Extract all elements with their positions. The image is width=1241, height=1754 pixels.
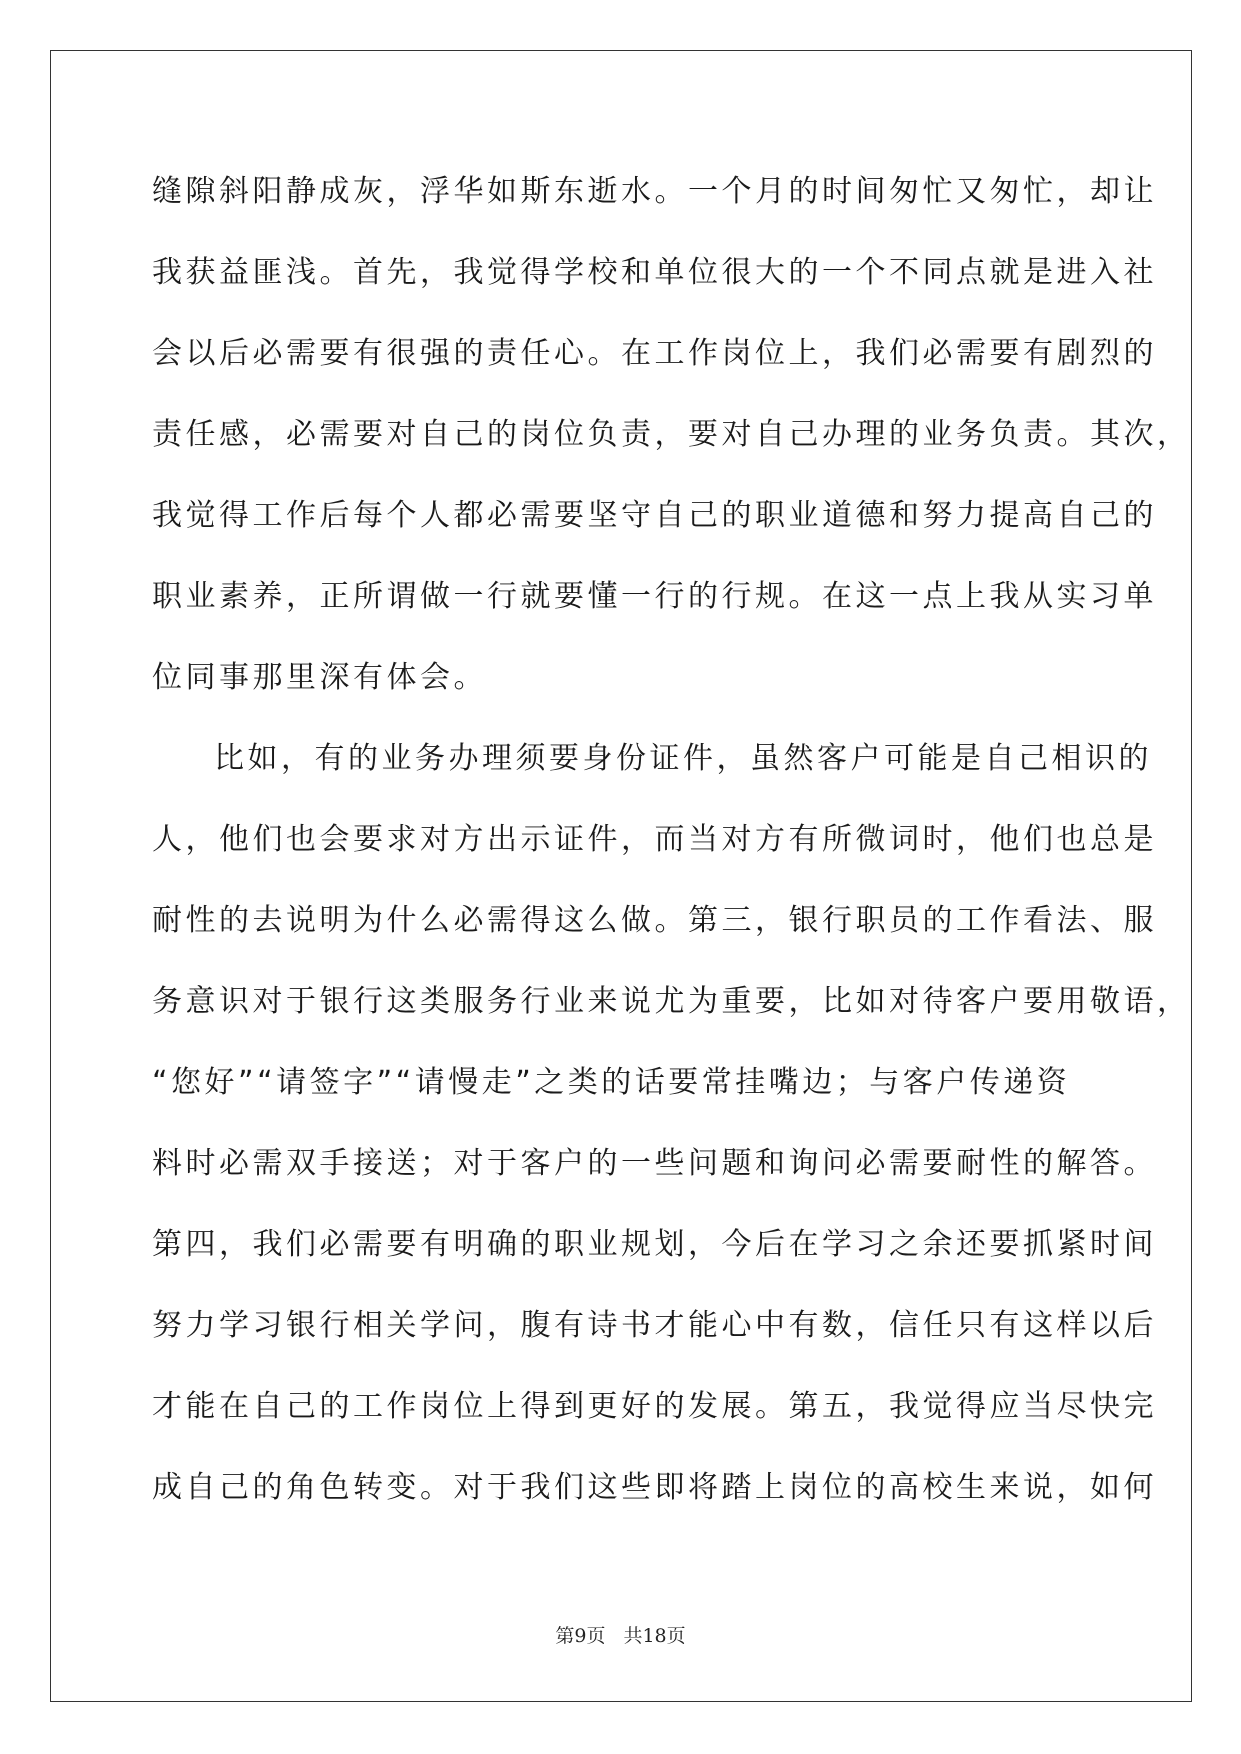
text-line: 务意识对于银行这类服务行业来说尤为重要，比如对待客户要用敬语， <box>152 984 1191 1019</box>
body-text <box>152 162 1191 1539</box>
text-line: 成自己的角色转变。对于我们这些即将踏上岗位的高校生来说，如何 <box>152 1470 1157 1505</box>
text-line: 缝隙斜阳静成灰，浮华如斯东逝水。一个月的时间匆忙又匆忙，却让 <box>152 174 1157 209</box>
text-line: 耐性的去说明为什么必需得这么做。第三，银行职员的工作看法、服 <box>152 903 1157 938</box>
text-line: 我觉得工作后每个人都必需要坚守自己的职业道德和努力提高自己的 <box>152 498 1157 533</box>
text-line: 责任感，必需要对自己的岗位负责，要对自己办理的业务负责。其次， <box>152 417 1191 452</box>
text-line: 会以后必需要有很强的责任心。在工作岗位上，我们必需要有剧烈的 <box>152 336 1157 371</box>
page-total: 共18页 <box>623 1625 686 1647</box>
page-number: 第9页 <box>555 1625 606 1647</box>
page-footer <box>0 1621 1241 1648</box>
text-line: 人，他们也会要求对方出示证件，而当对方有所微词时，他们也总是 <box>152 822 1157 857</box>
text-line: 料时必需双手接送；对于客户的一些问题和询问必需要耐性的解答。 <box>152 1146 1157 1181</box>
text-line: 才能在自己的工作岗位上得到更好的发展。第五，我觉得应当尽快完 <box>152 1389 1157 1424</box>
text-line: 我获益匪浅。首先，我觉得学校和单位很大的一个不同点就是进入社 <box>152 255 1157 290</box>
text-line: 第四，我们必需要有明确的职业规划，今后在学习之余还要抓紧时间 <box>152 1227 1157 1262</box>
text-line: 职业素养，正所谓做一行就要懂一行的行规。在这一点上我从实习单 <box>152 579 1157 614</box>
paragraph-start-line: 比如，有的业务办理须要身份证件，虽然客户可能是自己相识的 <box>214 741 1152 776</box>
text-line: 位同事那里深有体会。 <box>152 660 487 695</box>
text-line: “您好”“请签字”“请慢走”之类的话要常挂嘴边；与客户传递资 <box>152 1065 1071 1100</box>
text-line: 努力学习银行相关学问，腹有诗书才能心中有数，信任只有这样以后 <box>152 1308 1157 1343</box>
